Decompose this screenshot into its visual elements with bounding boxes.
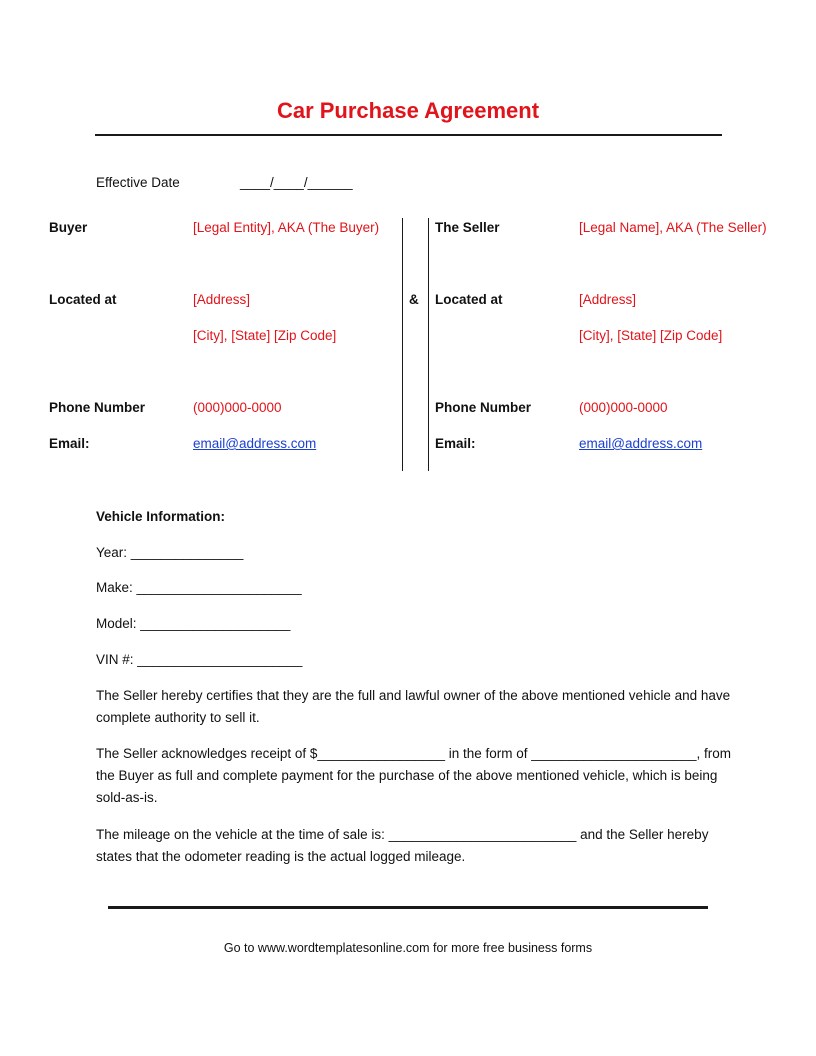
buyer-address-field[interactable]: [Address] bbox=[193, 292, 251, 307]
mileage-paragraph: The mileage on the vehicle at the time of sale is: _________________________ and the Seller hereby states that the odometer reading is the actual logged mileage. bbox=[96, 827, 709, 864]
buyer-phone-field[interactable]: (000)000-0000 bbox=[193, 400, 282, 415]
seller-phone-field[interactable]: (000)000-0000 bbox=[579, 400, 668, 415]
title-divider bbox=[95, 134, 722, 136]
buyer-email-label: Email: bbox=[49, 436, 90, 451]
buyer-city-field[interactable]: [City], [State] [Zip Code] bbox=[193, 328, 337, 343]
effective-date-field[interactable]: ____/____/______ bbox=[240, 175, 353, 190]
payment-paragraph: The Seller acknowledges receipt of $_________________ in the form of ______________________, from the Buyer as full and complete payment for the purchase of the above mentioned vehicle, which is being sold-as-is. bbox=[96, 746, 731, 805]
footer-text: Go to www.wordtemplatesonline.com for more free business forms bbox=[223, 941, 593, 955]
ampersand-separator: & bbox=[409, 292, 419, 307]
vehicle-info-heading: Vehicle Information: bbox=[96, 509, 226, 524]
vehicle-year-field[interactable]: Year: _______________ bbox=[96, 545, 244, 560]
buyer-email-link[interactable]: email@address.com bbox=[193, 436, 317, 451]
column-divider-right bbox=[428, 218, 429, 471]
buyer-label: Buyer bbox=[49, 220, 88, 235]
column-divider-left bbox=[402, 218, 403, 471]
effective-date-label: Effective Date bbox=[96, 175, 180, 190]
seller-phone-label: Phone Number bbox=[435, 400, 532, 415]
document-title: Car Purchase Agreement bbox=[276, 98, 540, 123]
vehicle-make-field[interactable]: Make: ______________________ bbox=[96, 580, 302, 595]
vehicle-vin-field[interactable]: VIN #: ______________________ bbox=[96, 652, 303, 667]
seller-email-label: Email: bbox=[435, 436, 476, 451]
buyer-phone-label: Phone Number bbox=[49, 400, 146, 415]
ownership-paragraph: The Seller hereby certifies that they are the full and lawful owner of the above mentioned vehicle and have complete authority to sell it. bbox=[96, 688, 731, 725]
seller-located-label: Located at bbox=[435, 292, 503, 307]
seller-name-field[interactable]: [Legal Name], AKA (The Seller) bbox=[579, 220, 767, 235]
seller-label: The Seller bbox=[435, 220, 500, 235]
vehicle-model-field[interactable]: Model: ____________________ bbox=[96, 616, 291, 631]
footer-divider bbox=[108, 906, 708, 909]
buyer-located-label: Located at bbox=[49, 292, 117, 307]
seller-address-field[interactable]: [Address] bbox=[579, 292, 637, 307]
seller-city-field[interactable]: [City], [State] [Zip Code] bbox=[579, 328, 723, 343]
seller-email-link[interactable]: email@address.com bbox=[579, 436, 703, 451]
buyer-name-field[interactable]: [Legal Entity], AKA (The Buyer) bbox=[193, 220, 380, 235]
